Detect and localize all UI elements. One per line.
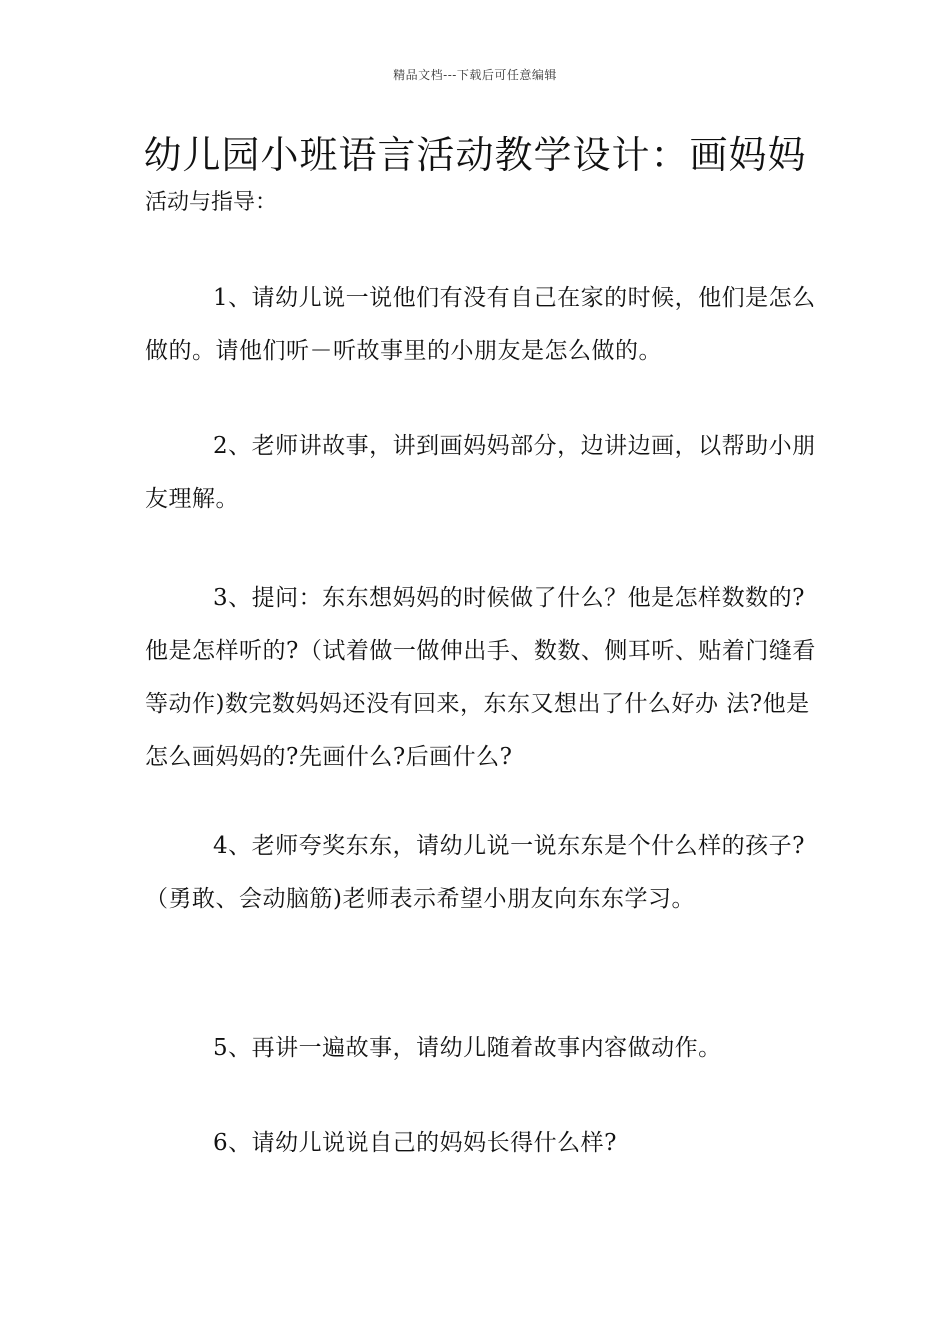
page-title: 幼儿园小班语言活动教学设计：画妈妈 [143, 133, 807, 177]
step-paragraph-1: 1、请幼儿说一说他们有没有自己在家的时候，他们是怎么做的。请他们听－听故事里的小朋友是怎么做的。 [145, 285, 816, 364]
step-paragraph-5: 5、再讲一遍故事，请幼儿随着故事内容做动作。 [213, 1035, 722, 1061]
step-paragraph-4: 4、老师夸奖东东，请幼儿说一说东东是个什么样的孩子?（勇敢、会动脑筋)老师表示希望小朋友向东东学习。 [145, 833, 805, 912]
step-paragraph-6: 6、请幼儿说说自己的妈妈长得什么样? [213, 1130, 617, 1156]
header-note: 精品文档---下载后可任意编辑 [393, 68, 557, 82]
section-label: 活动与指导： [145, 190, 278, 215]
step-paragraph-3: 3、提问：东东想妈妈的时候做了什么？他是怎样数数的?他是怎样听的?（试着做一做伸出手、数数、侧耳听、贴着门缝看等动作)数完数妈妈还没有回来，东东又想出了什么好办 法?他是怎么画妈妈的?先画什么?后画什么? [145, 585, 816, 770]
step-paragraph-2: 2、老师讲故事，讲到画妈妈部分，边讲边画，以帮助小朋友理解。 [145, 433, 816, 512]
